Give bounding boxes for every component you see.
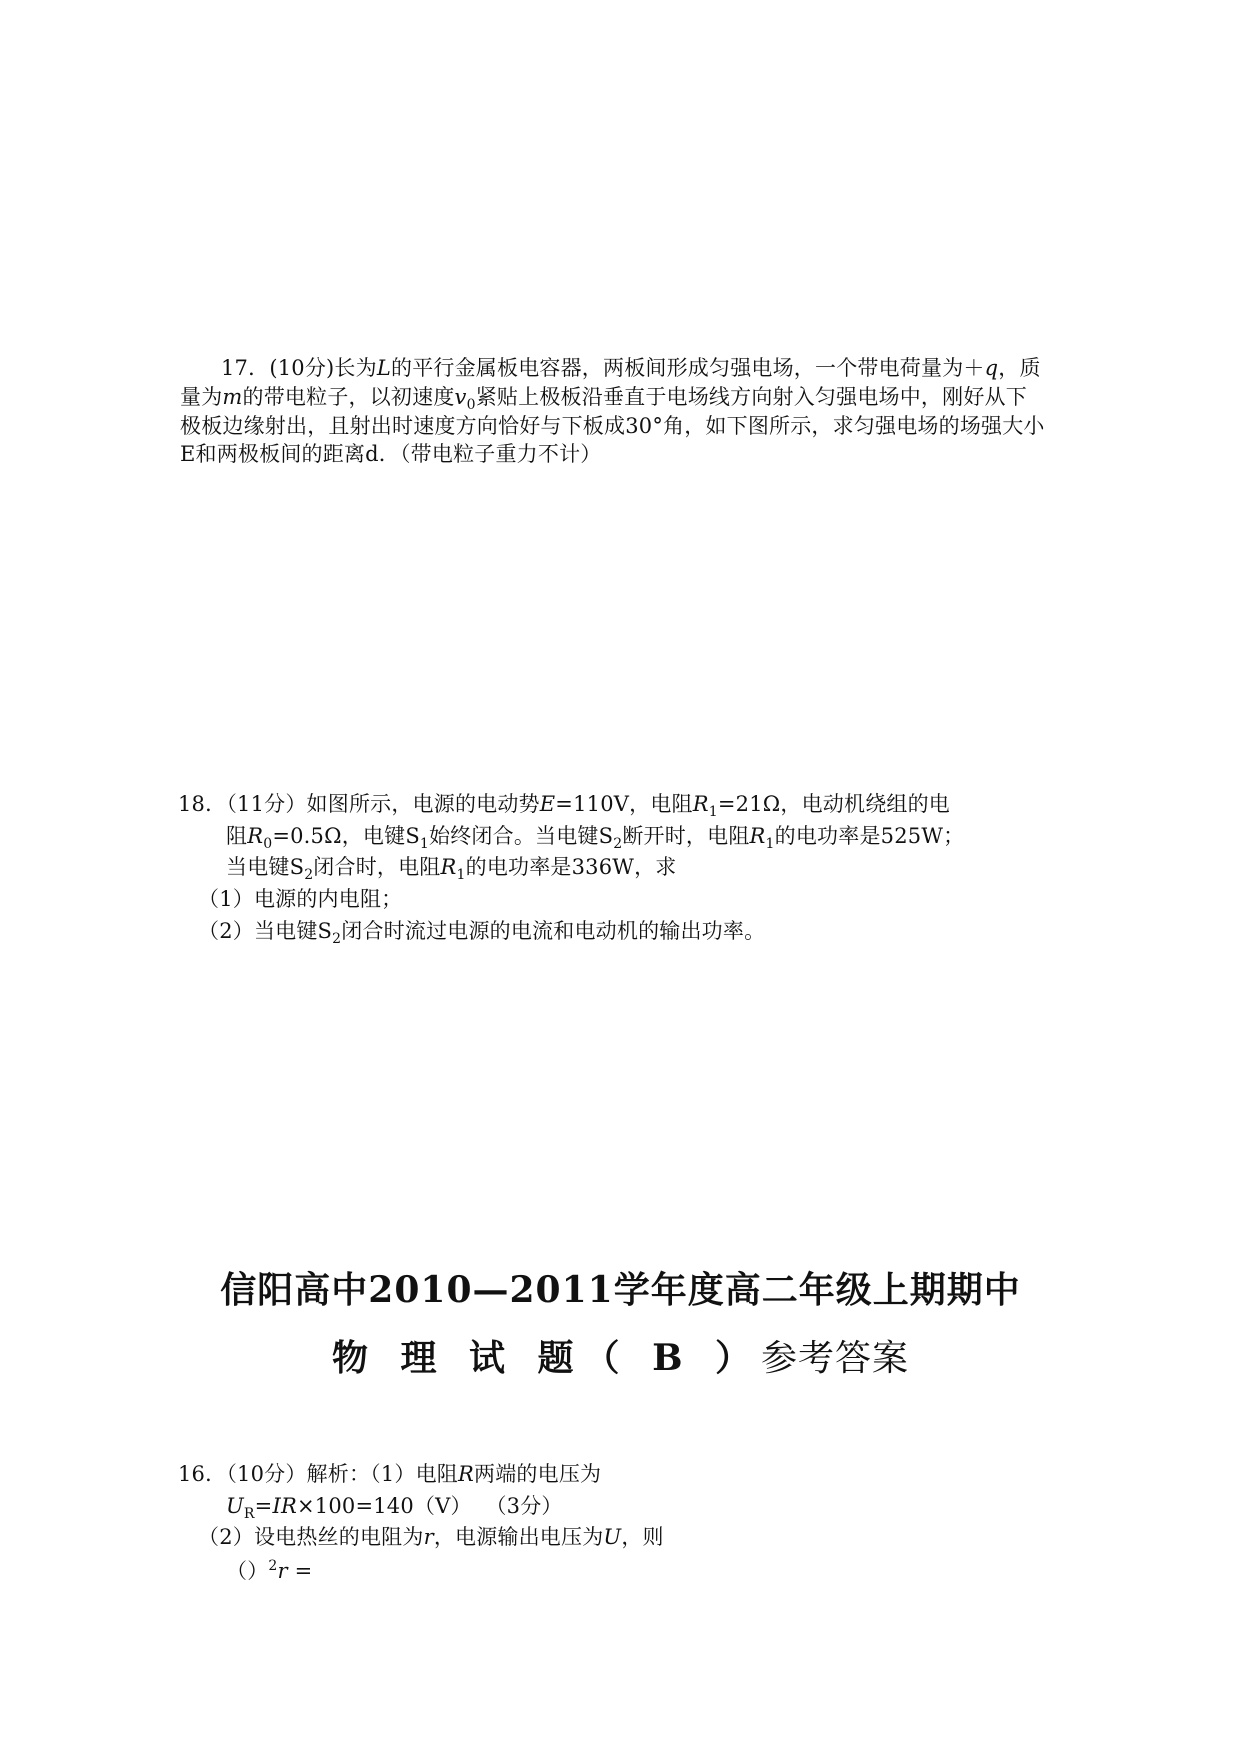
answer-title-suffix: 参考答案 — [761, 1338, 910, 1379]
a16-line-2: $U_R=IR\times 100=140(V)$ （3分） — [226, 1494, 563, 1523]
a16-line-3: （2）设电热丝的电阻为r，电源输出电压为U，则 — [198, 1525, 664, 1549]
q17-line-4: E和两极板间的距离d．（带电粒子重力不计） — [180, 442, 602, 466]
q18-line-3: 当电键$S_2$闭合时，电阻$R_1$的电功率是336W，求 — [226, 855, 677, 884]
answer-title-line-2 — [0, 1336, 1241, 1381]
answer-title-line-1: 信阳高中2010—2011学年度高二年级上期期中 — [220, 1269, 1021, 1311]
answer-title-subject: 物 理 试 题（ B ） — [331, 1337, 762, 1379]
q18-line-5: （2）当电键$S_2$闭合时流过电源的电流和电动机的输出功率。 — [198, 919, 766, 948]
q18-line-4: （1）电源的内电阻； — [198, 887, 403, 911]
q17-line-1: 17．(10分)长为L的平行金属板电容器，两板间形成匀强电场，一个带电荷量为＋q，质 — [221, 356, 1041, 380]
q17-line-3: 极板边缘射出，且射出时速度方向恰好与下板成30°角，如下图所示，求匀强电场的场强大小 — [180, 414, 1045, 438]
a16-line-1: 16．（10分）解析：（1）电阻R两端的电压为 — [178, 1462, 602, 1486]
q18-line-1: 18．（11分）如图所示，电源的电动势E=110V，电阻$R_1=21\Omega$，电动机绕组的电 — [178, 792, 950, 821]
a16-line-4: （）$^2$r = — [226, 1558, 313, 1583]
q18-line-2: 阻$R_0=0.5\Omega$，电键$S_1$始终闭合。当电键$S_2$断开时，电阻$R_1$的电功率是525W； — [226, 824, 965, 853]
q17-line-2: 量为m的带电粒子，以初速度$v_0$紧贴上极板沿垂直于电场线方向射入匀强电场中，刚好从下 — [180, 385, 1027, 414]
